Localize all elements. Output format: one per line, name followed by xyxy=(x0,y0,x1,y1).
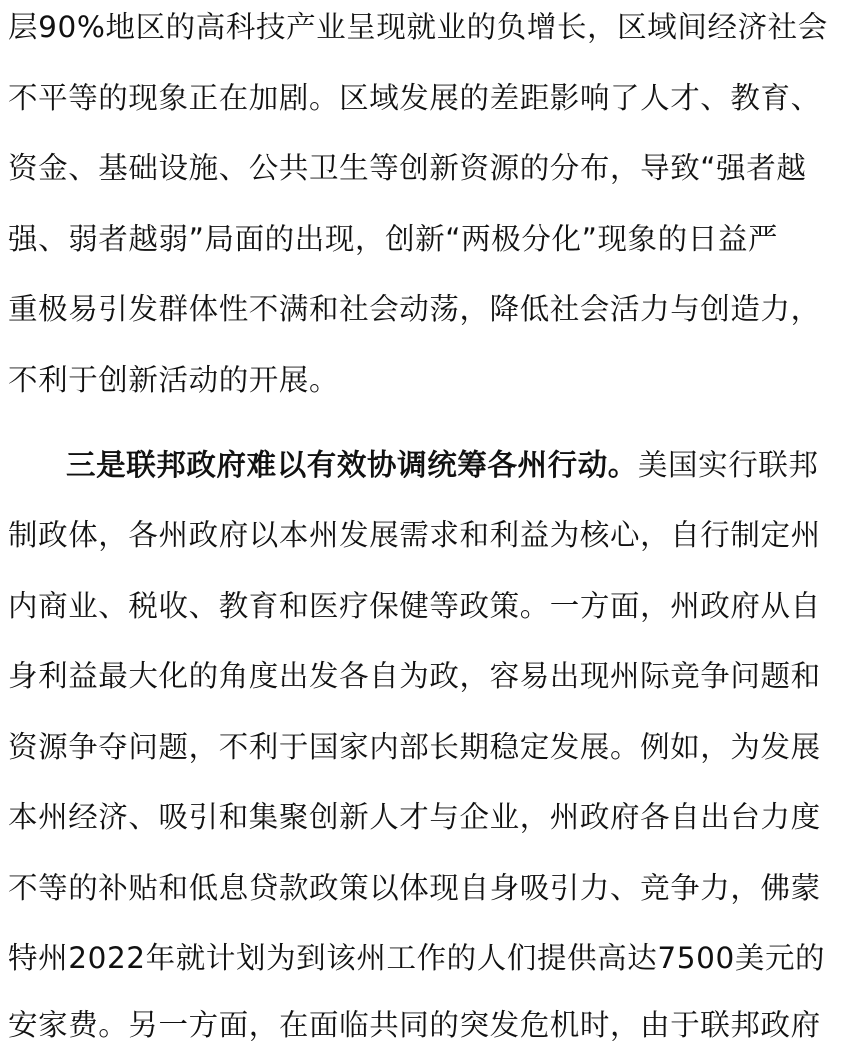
text-line: 内商业、税收、教育和医疗保健等政策。一方面，州政府从自 xyxy=(8,589,821,623)
text-line: 制政体，各州政府以本州发展需求和利益为核心，自行制定州 xyxy=(8,518,821,552)
text-line: 资源争夺问题，不利于国家内部长期稳定发展。例如，为发展 xyxy=(8,730,821,764)
text-run: 美国实行联邦 xyxy=(637,448,819,482)
text-line: 层90%地区的高科技产业呈现就业的负增长，区域间经济社会 xyxy=(8,10,828,44)
text-line: 本州经济、吸引和集聚创新人才与企业，州政府各自出台力度 xyxy=(8,800,821,834)
text-line: 身利益最大化的角度出发各自为政，容易出现州际竞争问题和 xyxy=(8,659,821,693)
text-line: 重极易引发群体性不满和社会动荡，降低社会活力与创造力， xyxy=(8,292,821,326)
paragraph-first-line xyxy=(66,445,819,485)
text-line: 不平等的现象正在加剧。区域发展的差距影响了人才、教育、 xyxy=(8,81,821,115)
text-line: 资金、基础设施、公共卫生等创新资源的分布，导致“强者越 xyxy=(8,151,807,185)
text-line: 强、弱者越弱”局面的出现，创新“两极分化”现象的日益严 xyxy=(8,222,779,256)
lead-sentence: 三是联邦政府难以有效协调统筹各州行动。 xyxy=(66,448,638,482)
text-line: 不利于创新活动的开展。 xyxy=(8,363,340,397)
text-line: 特州2022年就计划为到该州工作的人们提供高达7500美元的 xyxy=(8,941,826,975)
text-line: 不等的补贴和低息贷款政策以体现自身吸引力、竞争力，佛蒙 xyxy=(8,871,821,905)
text-line: 安家费。另一方面，在面临共同的突发危机时，由于联邦政府 xyxy=(8,1008,821,1042)
